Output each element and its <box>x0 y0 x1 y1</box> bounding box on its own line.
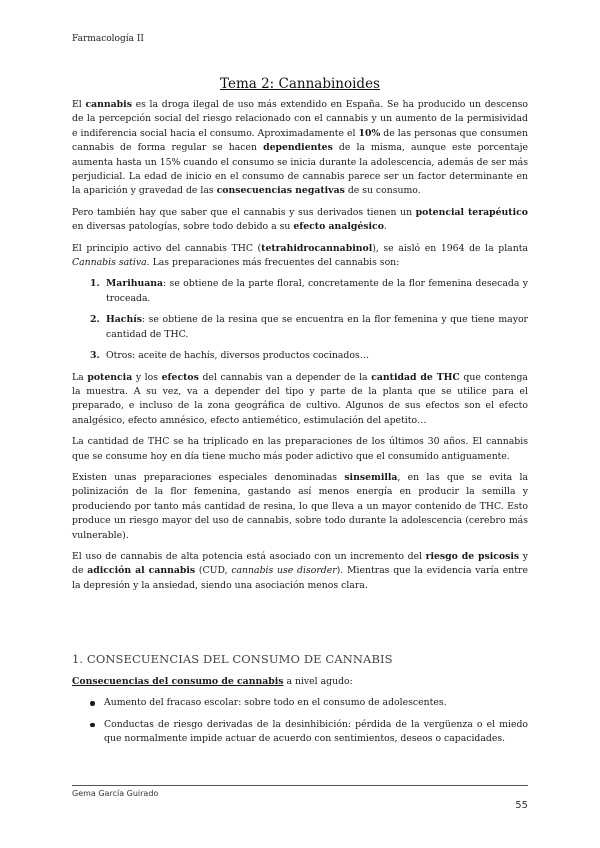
page-number: 55 <box>515 800 528 811</box>
text-run: , en las que se evita la polinización de la flor femenina, gastando así menos energía en producir la semilla y produciendo por tanto más cantidad de resina, lo que lleva a un mayor contenido de THC. Esto produce un riesgo mayor del uso de cannabis, sobre todo durante la adolescencia (cerebro más vulnerable). <box>72 471 528 541</box>
list-item <box>72 313 528 342</box>
underlined-term: Consecuencias del consumo de cannabis <box>72 676 284 687</box>
text-run: : se obtiene de la resina que se encuentra en la flor femenina y que tiene mayor cantidad de THC. <box>106 314 528 340</box>
text-run: : se obtiene de la parte floral, concretamente de la flor femenina desecada y troceada. <box>106 278 528 304</box>
text-run: a nivel agudo: <box>283 676 353 687</box>
text-run: . <box>383 221 387 233</box>
list-item-text <box>106 278 528 303</box>
text-run: y los <box>132 371 162 383</box>
list-item-text <box>104 719 528 744</box>
list-item-text <box>106 350 369 361</box>
paragraph <box>72 435 528 464</box>
list-number: 3. <box>90 350 100 362</box>
section-heading: 1. CONSECUENCIAS DEL CONSUMO DE CANNABIS <box>72 652 393 666</box>
text-run: El <box>72 99 86 110</box>
text-run: Aumento del fracaso escolar: sobre todo en el consumo de adolescentes. <box>104 697 447 709</box>
italic-term: cannabis use disorder <box>231 565 337 577</box>
section-body <box>72 675 528 754</box>
text-run: del cannabis van a depender de la <box>198 371 372 383</box>
text-run: de las personas que consumen cannabis de forma regular se hacen <box>72 127 528 154</box>
preparations-list <box>72 277 528 363</box>
paragraph <box>72 206 528 235</box>
list-number: 1. <box>90 278 100 290</box>
text-run: ), se aisló en 1964 de la planta <box>372 242 528 254</box>
list-item-text <box>104 697 447 708</box>
bold-term: efecto analgésico <box>293 221 384 233</box>
list-number: 2. <box>90 314 100 326</box>
italic-term: Cannabis sativa <box>72 257 147 269</box>
bold-term: efectos <box>161 371 199 383</box>
paragraph <box>72 550 528 593</box>
text-run: que contenga la muestra. A su vez, va a depender del tipo y parte de la planta que se utilice para el preparado, e incluso de la zona geográfica de cultivo. Algunos de sus efectos son el efecto analgésico, efecto amnésico, efecto antiemético, estimulación del apetito… <box>72 371 528 426</box>
bold-term: Hachís <box>106 314 142 326</box>
text-run: El uso de cannabis de alta potencia está asociado con un incremento del <box>72 550 426 562</box>
bold-term: cannabis <box>85 99 132 110</box>
running-header: Farmacología II <box>72 34 144 44</box>
bullet-icon <box>90 701 95 706</box>
main-body <box>72 98 528 600</box>
list-item <box>72 696 528 710</box>
paragraph <box>72 98 528 199</box>
text-run: ). Mientras que la evidencia varía entre la depresión y la ansiedad, siendo una asociación menos clara. <box>72 565 528 591</box>
text-run: de su consumo. <box>344 185 421 197</box>
bold-term: consecuencias negativas <box>216 185 345 197</box>
text-run: El principio activo del cannabis THC ( <box>72 242 262 254</box>
paragraph <box>72 471 528 543</box>
bold-term: adicción al cannabis <box>87 565 196 577</box>
list-item <box>72 277 528 306</box>
bold-term: potencial terapéutico <box>415 206 528 218</box>
text-run: (CUD, <box>195 565 232 577</box>
list-item <box>72 718 528 747</box>
page-title: Tema 2: Cannabinoides <box>220 76 380 92</box>
list-item-text <box>106 314 528 339</box>
text-run: es la droga ilegal de uso más extendido en España. Se ha producido un descenso de la percepción social del riesgo relacionado con el cannabis y un aumento de la permisividad e indiferencia social hacia el consumo. Aproximadamente el <box>72 99 528 139</box>
text-run: La <box>72 371 88 383</box>
list-item <box>72 349 528 363</box>
text-run: Existen unas preparaciones especiales denominadas <box>72 471 345 483</box>
bold-term: cantidad de THC <box>371 371 460 383</box>
bold-term: potencia <box>87 371 133 383</box>
bold-term: sinsemilla <box>344 471 398 483</box>
text-run: Otros: aceite de hachís, diversos productos cocinados… <box>106 350 370 362</box>
text-run: Pero también hay que saber que el cannabis y sus derivados tienen un <box>72 206 416 218</box>
footer-author: Gema García Guirado <box>72 789 159 798</box>
text-run: Conductas de riesgo derivadas de la desinhibición: pérdida de la vergüenza o el miedo que normalmente impide actuar de acuerdo con sentimientos, deseos o capacidades. <box>104 718 528 745</box>
bold-term: tetrahidrocannabinol <box>261 242 373 254</box>
text-run: en diversas patologías, sobre todo debido a su <box>72 221 294 233</box>
bold-term: 10% <box>358 127 381 139</box>
paragraph <box>72 242 528 271</box>
bullet-icon <box>90 723 95 728</box>
consequences-list <box>72 696 528 746</box>
footer-divider <box>72 785 528 786</box>
bold-term: riesgo de psicosis <box>425 550 520 562</box>
paragraph <box>72 371 528 429</box>
bold-term: dependientes <box>263 142 333 154</box>
text-run: y de <box>72 550 528 577</box>
text-run: de la misma, aunque este porcentaje aumenta hasta un 15% cuando el consumo se inicia durante la adolescencia, además de ser más perjudicial. La edad de inicio en el consumo de cannabis parece ser un factor determinante en la aparición y gravedad de las <box>72 142 528 197</box>
section-intro <box>72 675 528 689</box>
text-run: La cantidad de THC se ha triplicado en las preparaciones de los últimos 30 años. El cannabis que se consume hoy en día tiene mucho más poder adictivo que el consumido antiguamente. <box>72 436 528 462</box>
bold-term: Marihuana <box>106 278 164 290</box>
text-run: . Las preparaciones más frecuentes del cannabis son: <box>146 257 400 269</box>
